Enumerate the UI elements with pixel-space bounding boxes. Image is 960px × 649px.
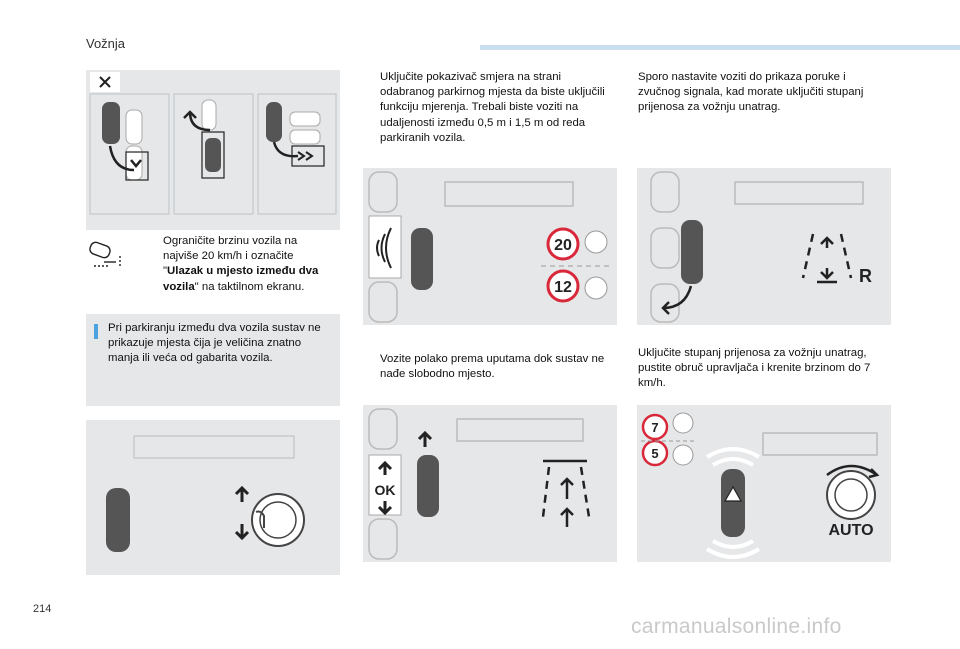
step-indicator: Sporo nastavite voziti do prikaza poruke i zvučnog signala, kad morate uključiti stupanj prijenosa za vožnju unatrag. <box>638 71 864 114</box>
speed-instruction-text-1: Ograničite brzinu vozila na najviše 20 km/h i označite " <box>163 235 298 278</box>
svg-text:5: 5 <box>651 446 659 461</box>
svg-text:12: 12 <box>554 279 572 296</box>
speed-badge-top <box>548 229 578 259</box>
speed-badge-top <box>643 415 667 439</box>
step-indicator: Vozite polako prema uputama dok sustav ne nađe slobodno mjesto. <box>380 353 605 381</box>
info-note <box>86 314 340 406</box>
parallel-mode-icon <box>86 240 132 274</box>
reverse-prompt-panel <box>637 168 891 325</box>
speed-badge-bottom <box>548 271 578 301</box>
info-note-marker <box>94 324 98 339</box>
auto-manoeuvre-panel <box>637 405 891 562</box>
page-number: 214 <box>33 603 52 615</box>
small-steering-icon <box>673 413 693 433</box>
close-icon <box>90 72 120 92</box>
reverse-label: R <box>859 266 872 286</box>
steering-release-panel <box>86 420 340 575</box>
svg-text:20: 20 <box>554 237 572 254</box>
info-note-text: Pri parkiranju između dva vozila sustav ne prikazuje mjesta čija je veličina znatno manja ili veća od gabarita vozila. <box>108 322 321 365</box>
watermark: carmanualsonline.info <box>631 615 842 638</box>
section-title: Vožnja <box>86 36 126 51</box>
svg-text:OK: OK <box>374 482 396 498</box>
car-icon <box>417 455 439 517</box>
search-zone-icon <box>543 461 589 527</box>
speed-badge-bottom <box>643 441 667 465</box>
small-steering-icon <box>585 231 607 253</box>
steering-wheel-auto-icon <box>827 466 877 519</box>
small-steering-icon <box>673 445 693 465</box>
speed-instruction-text-2: " na taktilnom ekranu. <box>194 280 305 293</box>
reverse-zone-icon <box>803 234 851 282</box>
bay-parking-icon <box>184 100 224 178</box>
search-panel <box>363 405 617 562</box>
step-indicator: Uključite stupanj prijenosa za vožnju unatrag, pustite obruč upravljača i krenite brzinom do 7 km/h. <box>638 347 871 390</box>
steering-wheel-icon <box>252 494 304 546</box>
car-icon <box>721 469 745 537</box>
speed-instruction <box>163 234 333 295</box>
header-bar <box>480 45 960 50</box>
arrow-up-down-icon <box>236 488 248 538</box>
speed-instruction-bold: Ulazak u mjesto između dva vozila <box>163 265 319 293</box>
car-icon <box>106 488 130 552</box>
step-indicator: Uključite pokazivač smjera na strani odabranog parkirnog mjesta da biste uključili funkciju mjerenja. Trebali biste voziti na udaljenosti između 0,5 m i 1,5 m od reda parkiranih vozila. <box>380 71 605 144</box>
sensor-panel <box>363 168 617 325</box>
parallel-parking-icon <box>102 102 148 180</box>
reverse-path-icon <box>663 286 691 314</box>
diagonal-parking-icon <box>266 102 324 166</box>
arrow-up-icon <box>419 433 431 447</box>
auto-label: AUTO <box>828 522 874 539</box>
svg-text:7: 7 <box>651 420 659 435</box>
parking-mode-panel <box>86 70 340 230</box>
car-icon <box>411 228 433 290</box>
small-steering-icon <box>585 277 607 299</box>
car-icon <box>681 220 703 284</box>
